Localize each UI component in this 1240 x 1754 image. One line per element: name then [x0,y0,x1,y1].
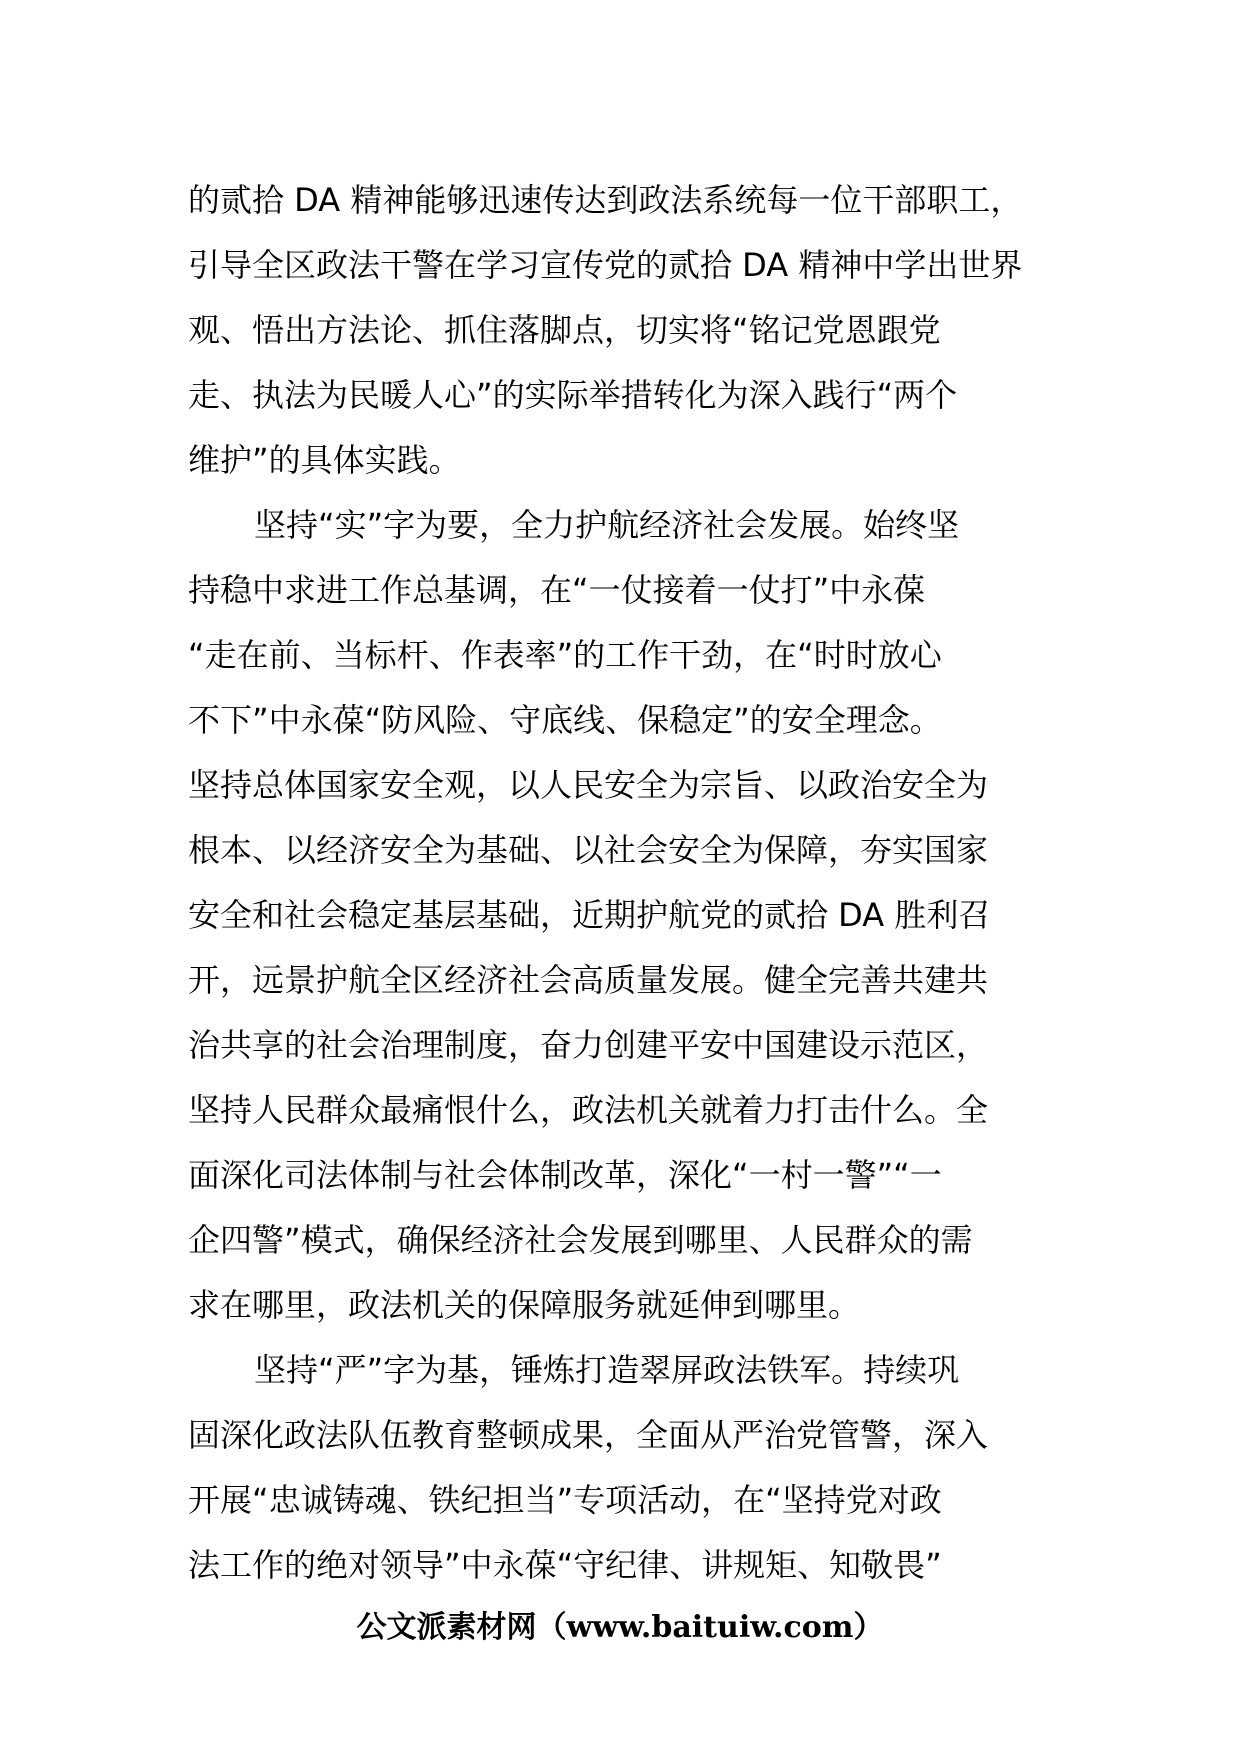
text-line: 的贰拾 DA 精神能够迅速传达到政法系统每一位干部职工， [188,181,1023,219]
text-line: “走在前、当标杆、作表率”的工作干劲，在“时时放心 [188,636,942,674]
text-line: 固深化政法队伍教育整顿成果，全面从严治党管警，深入 [188,1416,989,1454]
text-line: 坚持人民群众最痛恨什么，政法机关就着力打击什么。全 [188,1091,989,1129]
text-line: 不下”中永葆“防风险、守底线、保稳定”的安全理念。 [188,701,942,739]
text-line: 根本、以经济安全为基础、以社会安全为保障，夯实国家 [188,831,989,869]
text-line: 求在哪里，政法机关的保障服务就延伸到哪里。 [188,1286,861,1324]
text-line: 走、执法为民暖人心”的实际举措转化为深入践行“两个 [188,376,958,414]
text-line: 维护”的具体实践。 [188,441,461,479]
text-line: 企四警”模式，确保经济社会发展到哪里、人民群众的需 [188,1221,973,1259]
text-line: 开，远景护航全区经济社会高质量发展。健全完善共建共 [188,961,989,999]
paragraph-start-line: 坚持“严”字为基，锤炼打造翠屏政法铁军。持续巩 [254,1351,960,1389]
text-line: 坚持总体国家安全观，以人民安全为宗旨、以政治安全为 [188,766,989,804]
text-line: 引导全区政法干警在学习宣传党的贰拾 DA 精神中学出世界 [188,246,1023,284]
text-line: 持稳中求进工作总基调，在“一仗接着一仗打”中永葆 [188,571,926,609]
text-line: 开展“忠诚铸魂、铁纪担当”专项活动，在“坚持党对政 [188,1481,942,1519]
text-line: 法工作的绝对领导”中永葆“守纪律、讲规矩、知敬畏” [188,1546,942,1584]
paragraph-start-line: 坚持“实”字为要，全力护航经济社会发展。始终坚 [254,506,960,544]
text-line: 安全和社会稳定基层基础，近期护航党的贰拾 DA 胜利召 [188,896,991,934]
text-line: 观、悟出方法论、抓住落脚点，切实将“铭记党恩跟党 [188,311,941,349]
document-body [188,168,1056,1598]
text-line: 面深化司法体制与社会体制改革，深化“一村一警”“一 [188,1156,942,1194]
text-line: 治共享的社会治理制度，奋力创建平安中国建设示范区， [188,1026,989,1064]
footer-watermark: 公文派素材网（www.baituiw.com） [356,1610,884,1645]
